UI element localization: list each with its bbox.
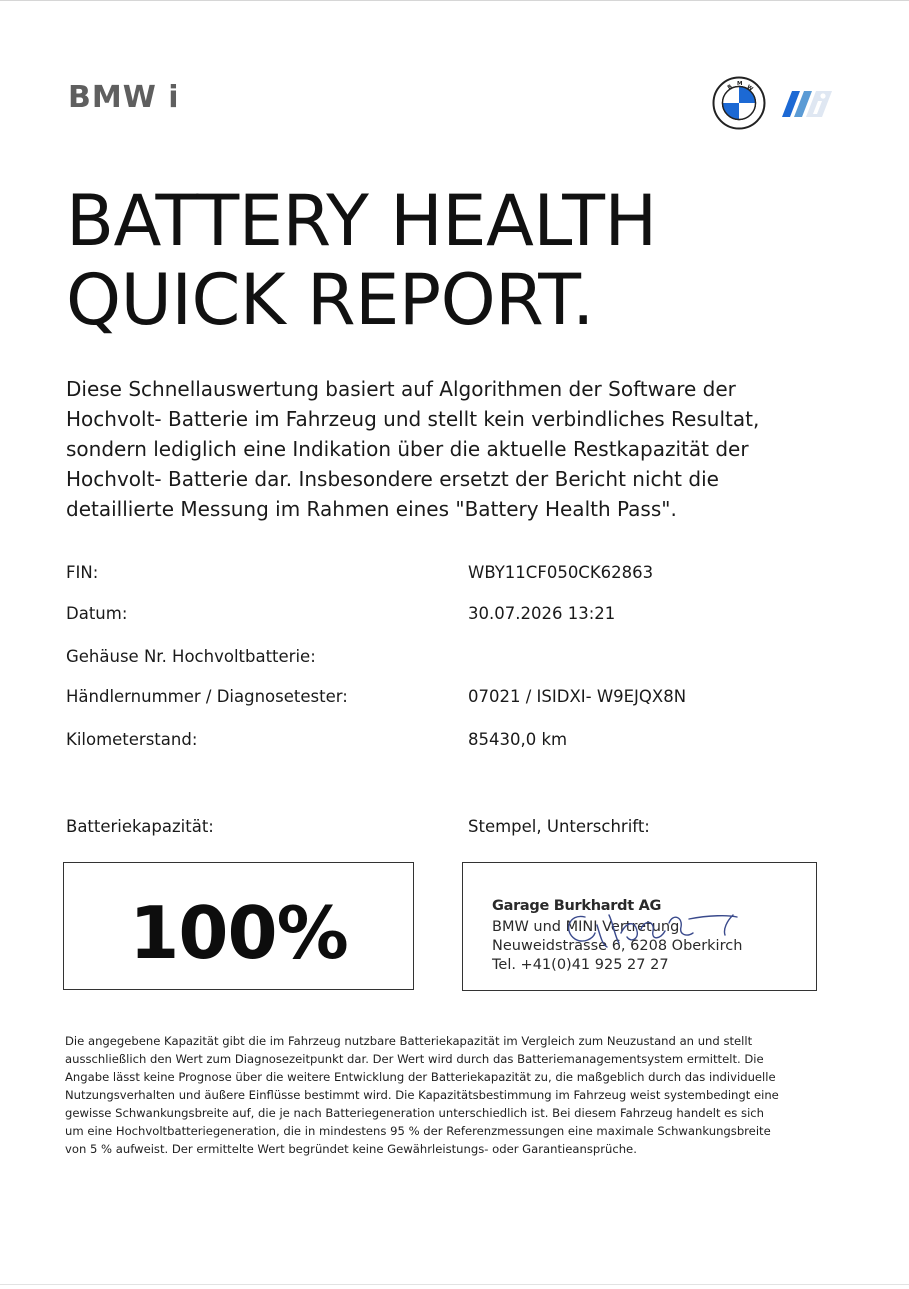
stamp-company-name: Garage Burkhardt AG: [492, 898, 662, 914]
intro-line: Hochvolt- Batterie im Fahrzeug und stellt kein verbindliches Resultat,: [66, 407, 760, 431]
stamp-dealer-line: BMW und MINI Vertretung: [492, 919, 680, 935]
report-title-line2: QUICK REPORT.: [66, 259, 594, 341]
bmw-i-slash-logo-icon: [782, 89, 832, 119]
dealer-tester-label: Händlernummer / Diagnosetester:: [66, 687, 348, 706]
handwritten-signature-icon: [523, 903, 743, 965]
intro-paragraph: [66, 374, 786, 524]
page-top-edge: [0, 0, 909, 1]
battery-housing-number-label: Gehäuse Nr. Hochvoltbatterie:: [66, 647, 316, 666]
battery-capacity-value: 100%: [129, 891, 348, 975]
disclaimer-line: ausschließlich den Wert zum Diagnosezeitpunkt dar. Der Wert wird durch das Batteriemanagementsystem ermittelt. Die: [65, 1052, 764, 1066]
page-bottom-edge: [0, 1284, 909, 1285]
report-title: [66, 182, 657, 340]
svg-text:M: M: [737, 80, 743, 87]
intro-line: Diese Schnellauswertung basiert auf Algorithmen der Software der: [66, 377, 736, 401]
dealer-stamp-box: [462, 862, 817, 991]
intro-line: detaillierte Messung im Rahmen eines "Battery Health Pass".: [66, 497, 677, 521]
date-value: 30.07.2026 13:21: [468, 604, 616, 623]
intro-line: Hochvolt- Batterie dar. Insbesondere ersetzt der Bericht nicht die: [66, 467, 719, 491]
stamp-phone-line: Tel. +41(0)41 925 27 27: [492, 957, 669, 973]
bmw-roundel-logo-icon: [712, 76, 766, 130]
disclaimer-line: von 5 % aufweist. Der ermittelte Wert begründet keine Gewährleistungs- oder Garantieansprüche.: [65, 1142, 637, 1156]
date-label: Datum:: [66, 604, 128, 623]
dealer-tester-value: 07021 / ISIDXI- W9EJQX8N: [468, 687, 687, 706]
disclaimer-line: Angabe lässt keine Prognose über die weitere Entwicklung der Batteriekapazität zu, die maßgeblich durch das individuelle: [65, 1070, 776, 1084]
intro-line: sondern lediglich eine Indikation über die aktuelle Restkapazität der: [66, 437, 749, 461]
stamp-signature-label: Stempel, Unterschrift:: [468, 817, 650, 836]
report-title-line1: BATTERY HEALTH: [66, 180, 657, 262]
svg-text:B: B: [726, 83, 734, 92]
disclaimer-paragraph: [65, 1032, 845, 1158]
disclaimer-line: Nutzungsverhalten und äußere Einflüsse bestimmt wird. Die Kapazitätsbestimmung im Fahrzeug weist systembedingt eine: [65, 1088, 779, 1102]
mileage-label: Kilometerstand:: [66, 730, 198, 749]
fin-value: WBY11CF050CK62863: [468, 563, 654, 582]
mileage-value: 85430,0 km: [468, 730, 568, 749]
stamp-address-line: Neuweidstrasse 6, 6208 Oberkirch: [492, 938, 743, 954]
battery-capacity-box: [63, 862, 414, 990]
battery-capacity-label: Batteriekapazität:: [66, 817, 214, 836]
svg-text:W: W: [745, 84, 754, 93]
disclaimer-line: um eine Hochvoltbatteriegeneration, die in mindestens 95 % der Referenzmessungen eine maximale Schwankungsbreite: [65, 1124, 771, 1138]
disclaimer-line: gewisse Schwankungsbreite auf, die je nach Batteriegeneration unterschiedlich ist. Bei diesem Fahrzeug handelt es sich: [65, 1106, 765, 1120]
bmw-i-brand-wordmark: BMW i: [68, 80, 180, 115]
disclaimer-line: Die angegebene Kapazität gibt die im Fahrzeug nutzbare Batteriekapazität im Vergleich zum Neuzustand an und stellt: [65, 1034, 753, 1048]
fin-label: FIN:: [66, 563, 99, 582]
